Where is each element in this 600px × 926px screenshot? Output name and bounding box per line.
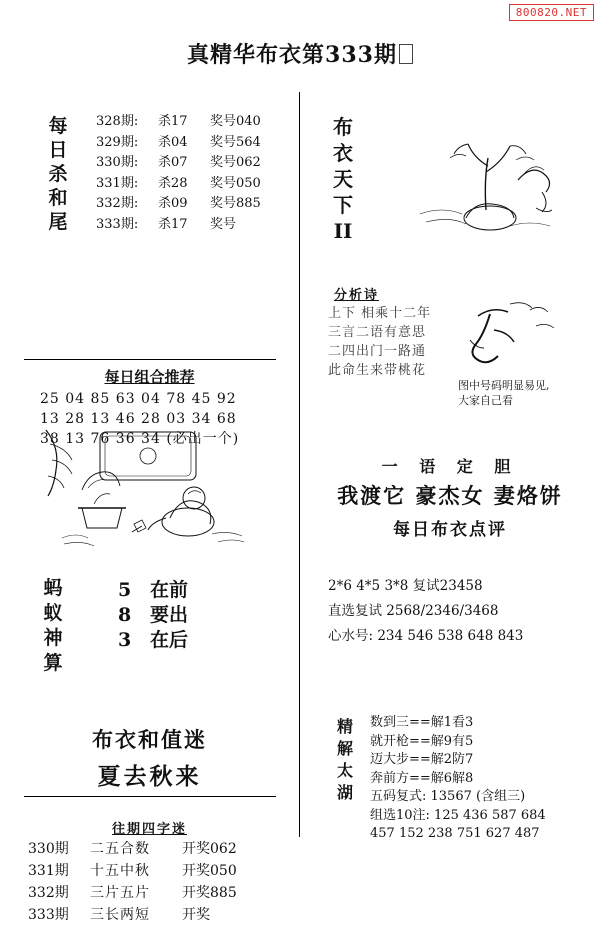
bet-line: 直选复试 2568/2346/3468 (328, 603, 499, 619)
kill-issue: 330期: (96, 155, 139, 170)
kill-prize: 奖号062 (210, 155, 261, 170)
history-word: 三片五片 (90, 885, 150, 901)
daily-kill-block (0, 96, 299, 261)
kill-value: 杀17 (158, 216, 188, 232)
history-issue: 331期 (28, 863, 69, 879)
ant-number: 5 (118, 579, 132, 601)
history-issue: 333期 (28, 907, 69, 923)
combo-line: 13 28 13 46 28 03 34 68 (40, 411, 237, 427)
poem-line: 上下 相乘十二年 (328, 306, 432, 321)
kill-prize: 奖号040 (210, 114, 261, 129)
history-result: 开奖050 (182, 863, 237, 879)
kill-value: 杀09 (158, 196, 188, 211)
ant-word: 要出 (150, 604, 189, 626)
illustration-calligraphy (450, 296, 570, 380)
page-title (0, 38, 600, 69)
ant-word: 在前 (150, 579, 189, 601)
one-word-title: 一 语 定 胆 (381, 457, 519, 476)
kill-prize: 奖号885 (210, 196, 261, 211)
caption-line: 大家自己看 (458, 394, 513, 407)
analysis-poem-lines (328, 304, 431, 380)
table-row (28, 838, 237, 860)
ant-number: 3 (118, 629, 132, 651)
analysis-poem-title: 分析诗 (334, 288, 380, 303)
history-result: 开奖 (182, 907, 210, 923)
kill-issue: 331期: (96, 175, 139, 191)
taihu-line: 奔前方==解6解8 (370, 770, 474, 786)
illustration-boy-plant (42, 426, 257, 556)
table-row (28, 904, 237, 926)
taihu-label: 精解太湖 (336, 717, 353, 802)
poem-line: 三言二语有意思 (328, 325, 427, 340)
illustration-caption (458, 378, 550, 408)
bet-recommendations (328, 574, 523, 649)
watermark-badge: 800820.NET (509, 4, 594, 21)
left-column (0, 96, 299, 923)
ant-number: 8 (118, 604, 132, 626)
poem-line: 二四出门一路通 (328, 344, 427, 359)
kill-value: 杀07 (158, 155, 188, 170)
kill-issue: 328期: (96, 114, 139, 129)
combo-line: 38 13 76 36 34 (必出一个) (40, 431, 240, 447)
table-row (28, 882, 237, 904)
kill-issue: 329期: (96, 134, 139, 150)
table-row (96, 194, 261, 215)
kill-value: 杀04 (158, 134, 188, 150)
taihu-lines (370, 714, 546, 844)
buyi-tianxia-label: 布衣天下II (333, 115, 353, 243)
history-issue: 330期 (28, 841, 69, 857)
kill-value: 杀28 (158, 175, 188, 191)
one-word-body: 我渡它 豪杰女 妻烙饼 (337, 483, 563, 508)
sum-riddle-body: 夏去秋来 (97, 763, 202, 790)
table-row (96, 112, 261, 133)
ant-word: 在后 (150, 629, 189, 651)
seal-icon (399, 44, 413, 64)
history-issue: 332期 (28, 885, 69, 901)
table-row (96, 174, 261, 195)
bet-line: 心水号: 234 546 538 648 843 (328, 628, 524, 644)
taihu-line: 组选10注: 125 436 587 684 (370, 807, 546, 823)
illustration-figure-tree (390, 114, 575, 243)
history-rows (28, 838, 237, 926)
page-title-text: 真精华布衣第333期 (187, 42, 397, 68)
table-row (96, 215, 261, 236)
divider (24, 796, 276, 797)
table-row (96, 133, 261, 154)
ant-calc-words (150, 578, 188, 653)
history-word: 二五合数 (90, 841, 150, 857)
history-title: 往期四字迷 (111, 822, 187, 837)
history-word: 三长两短 (90, 907, 150, 923)
sum-riddle-title: 布衣和值迷 (92, 727, 207, 752)
daily-kill-label: 每日杀和尾 (48, 115, 68, 233)
taihu-line: 457 152 238 751 627 487 (370, 826, 540, 841)
ant-calc-numbers (118, 578, 131, 653)
taihu-line: 就开枪==解9有5 (370, 733, 474, 749)
history-word: 十五中秋 (90, 863, 150, 879)
table-row (28, 860, 237, 882)
poem-line: 此命生来带桃花 (328, 363, 427, 378)
caption-line: 图中号码明显易见, (458, 379, 550, 392)
kill-prize: 奖号050 (210, 175, 261, 191)
history-result: 开奖885 (182, 885, 237, 901)
taihu-line: 数到三==解1看3 (370, 715, 474, 730)
kill-issue: 333期: (96, 216, 139, 232)
kill-value: 杀17 (158, 114, 188, 129)
daily-kill-rows (96, 112, 261, 235)
combo-line: 25 04 85 63 04 78 45 92 (40, 391, 237, 407)
taihu-line: 迈大步==解2防7 (370, 752, 474, 767)
daily-review-title: 每日布衣点评 (393, 520, 507, 540)
kill-prize: 奖号 (210, 216, 237, 232)
kill-prize: 奖号564 (210, 134, 261, 150)
ant-calc-label: 蚂蚁神算 (43, 577, 63, 674)
taihu-line: 五码复式: 13567 (含组三) (370, 789, 526, 804)
history-result: 开奖062 (182, 841, 237, 857)
divider (24, 359, 276, 360)
kill-issue: 332期: (96, 196, 139, 211)
combo-title: 每日组合推荐 (104, 368, 195, 386)
table-row (96, 153, 261, 174)
bet-line: 2*6 4*5 3*8 复试23458 (328, 578, 483, 594)
